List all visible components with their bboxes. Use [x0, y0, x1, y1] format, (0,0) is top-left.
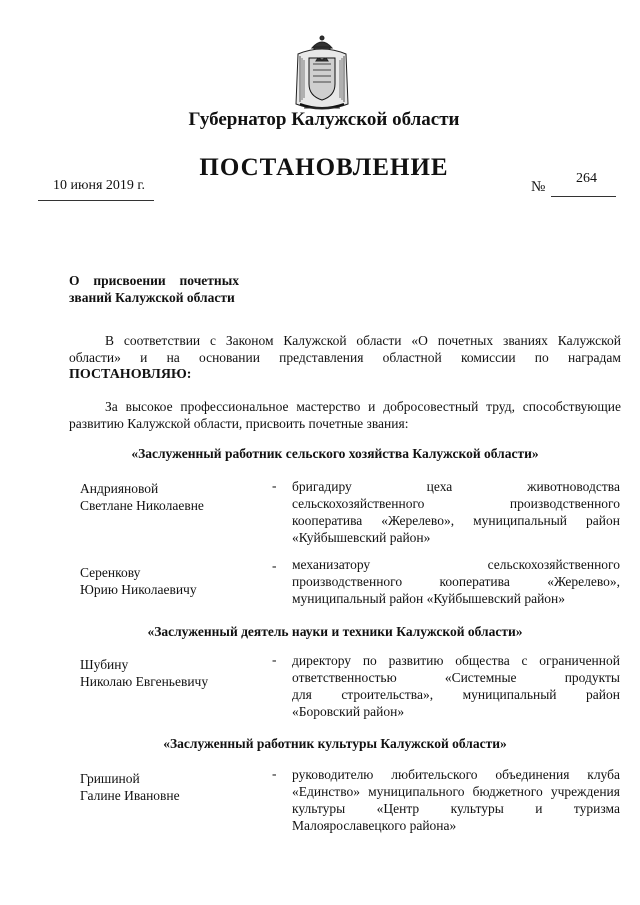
desc-line [292, 800, 620, 817]
word: ответственностью [292, 670, 397, 685]
word: бюджетного [472, 784, 543, 799]
word: любительского [391, 767, 478, 782]
desc-line [292, 495, 620, 512]
word: бригадиру [292, 479, 352, 494]
word: цеха [426, 479, 453, 494]
word: строительства», [341, 687, 434, 702]
word: для [292, 687, 312, 702]
recipient-description [292, 766, 620, 834]
preamble-line-1 [69, 332, 621, 349]
word: на [166, 350, 180, 365]
recipient-name [80, 770, 260, 804]
word: общества [455, 653, 510, 668]
word: механизатору [292, 557, 371, 572]
recipient-description [292, 478, 620, 546]
desc-line [292, 669, 620, 686]
intro-paragraph [69, 398, 621, 432]
word: комиссии [460, 350, 516, 365]
word: и [368, 399, 376, 414]
word: способствующие [522, 399, 621, 414]
award-title: «Заслуженный работник сельского хозяйства Калужской области» [131, 446, 539, 461]
word: сельскохозяйственного [292, 496, 425, 511]
intro-line-1 [69, 398, 621, 415]
word: почетных [437, 333, 494, 348]
dash: - [272, 478, 277, 493]
subject-line-1 [69, 272, 239, 289]
dash: - [272, 558, 277, 573]
word: мастерство [296, 399, 361, 414]
award-title: «Заслуженный деятель науки и техники Калужской области» [147, 624, 523, 639]
word: добросовестный [383, 399, 479, 414]
desc-line [292, 512, 620, 529]
word: и [535, 801, 543, 816]
coat-of-arms-emblem [292, 34, 352, 114]
desc-line: «Куйбышевский район» [292, 530, 431, 545]
word: производственного [292, 574, 403, 589]
word: областной [382, 350, 442, 365]
dash: - [272, 652, 277, 667]
number-underline [551, 196, 616, 197]
subject-line-2: званий Калужской области [69, 290, 235, 305]
governor-title: Губернатор Калужской области [188, 109, 460, 130]
word: области [356, 333, 402, 348]
word: «О [411, 333, 428, 348]
recipient-given-names: Николаю Евгеньевичу [80, 674, 209, 689]
word: культуры [450, 801, 504, 816]
subject-word: почетных [179, 273, 239, 288]
subject-word: присвоении [93, 273, 166, 288]
word: «Жерелево», [547, 574, 620, 589]
word: по [534, 350, 549, 365]
word: клуба [587, 767, 620, 782]
desc-line [292, 686, 620, 703]
recipient-surname: Гришиной [80, 771, 140, 786]
desc-line [292, 556, 620, 573]
document-date: 10 июня 2019 г. [53, 178, 146, 193]
word: учреждения [550, 784, 620, 799]
word: производственного [509, 496, 620, 511]
word: «Жерелево», [381, 513, 455, 528]
word: руководителю [292, 767, 374, 782]
word: «Центр [376, 801, 420, 816]
word: с [521, 653, 528, 668]
decree-word: ПОСТАНОВЛЯЮ: [69, 367, 192, 382]
recipient-name [80, 656, 260, 690]
recipient-surname: Шубину [80, 657, 129, 672]
word: «Системные [444, 670, 517, 685]
word: труд, [486, 399, 515, 414]
word: муниципального [368, 784, 465, 799]
date-underline [38, 200, 154, 201]
word: район [586, 687, 620, 702]
word: Калужской [557, 333, 621, 348]
recipient-given-names: Юрию Николаевичу [80, 582, 197, 597]
intro-line-2: развитию Калужской области, присвоить почетные звания: [69, 416, 409, 431]
word: муниципальный [462, 687, 557, 702]
word: животноводства [527, 479, 620, 494]
desc-line [292, 766, 620, 783]
word: кооператива [292, 513, 363, 528]
recipient-given-names: Светлане Николаевне [80, 498, 204, 513]
recipient-name [80, 564, 260, 598]
word: кооператива [439, 574, 510, 589]
word: культуры [292, 801, 346, 816]
word: Калужской [283, 333, 347, 348]
desc-line: «Боровский район» [292, 704, 405, 719]
word: директору [292, 653, 352, 668]
word: район [586, 513, 620, 528]
word: объединения [495, 767, 570, 782]
desc-line [292, 652, 620, 669]
word: профессиональное [180, 399, 289, 414]
preamble-paragraph [69, 332, 621, 383]
desc-line [292, 783, 620, 800]
word: «Единство» [292, 784, 360, 799]
desc-line: муниципальный район «Куйбышевский район» [292, 591, 566, 606]
word: ограниченной [539, 653, 620, 668]
recipient-description [292, 652, 620, 720]
word: высокое [125, 399, 173, 414]
word: области» [69, 350, 121, 365]
recipient-given-names: Галине Ивановне [80, 788, 180, 803]
word: с [210, 333, 217, 348]
word: За [105, 399, 118, 414]
recipient-surname: Серенкову [80, 565, 141, 580]
preamble-line-2 [69, 349, 621, 366]
word: сельскохозяйственного [487, 557, 620, 572]
word: соответствии [123, 333, 201, 348]
dash: - [272, 766, 277, 781]
recipient-surname: Андрияновой [80, 481, 159, 496]
recipient-description [292, 556, 620, 607]
word: Законом [225, 333, 274, 348]
word: продукты [564, 670, 620, 685]
word: по [362, 653, 377, 668]
word: представления [279, 350, 364, 365]
word: званиях [502, 333, 548, 348]
word: муниципальный [473, 513, 568, 528]
word: наградам [567, 350, 621, 365]
award-title: «Заслуженный работник культуры Калужской области» [163, 736, 507, 751]
word: туризма [573, 801, 620, 816]
word: и [140, 350, 148, 365]
desc-line [292, 573, 620, 590]
subject-word: О [69, 273, 80, 288]
subject-block [69, 272, 249, 306]
document-type-heading: ПОСТАНОВЛЕНИЕ [199, 154, 449, 181]
desc-line [292, 478, 620, 495]
word: В [105, 333, 115, 348]
document-number: 264 [576, 171, 597, 186]
recipient-name [80, 480, 260, 514]
word: развитию [388, 653, 444, 668]
word: основании [199, 350, 260, 365]
desc-line: Малоярославецкого района» [292, 818, 457, 833]
number-label: № [531, 179, 546, 195]
